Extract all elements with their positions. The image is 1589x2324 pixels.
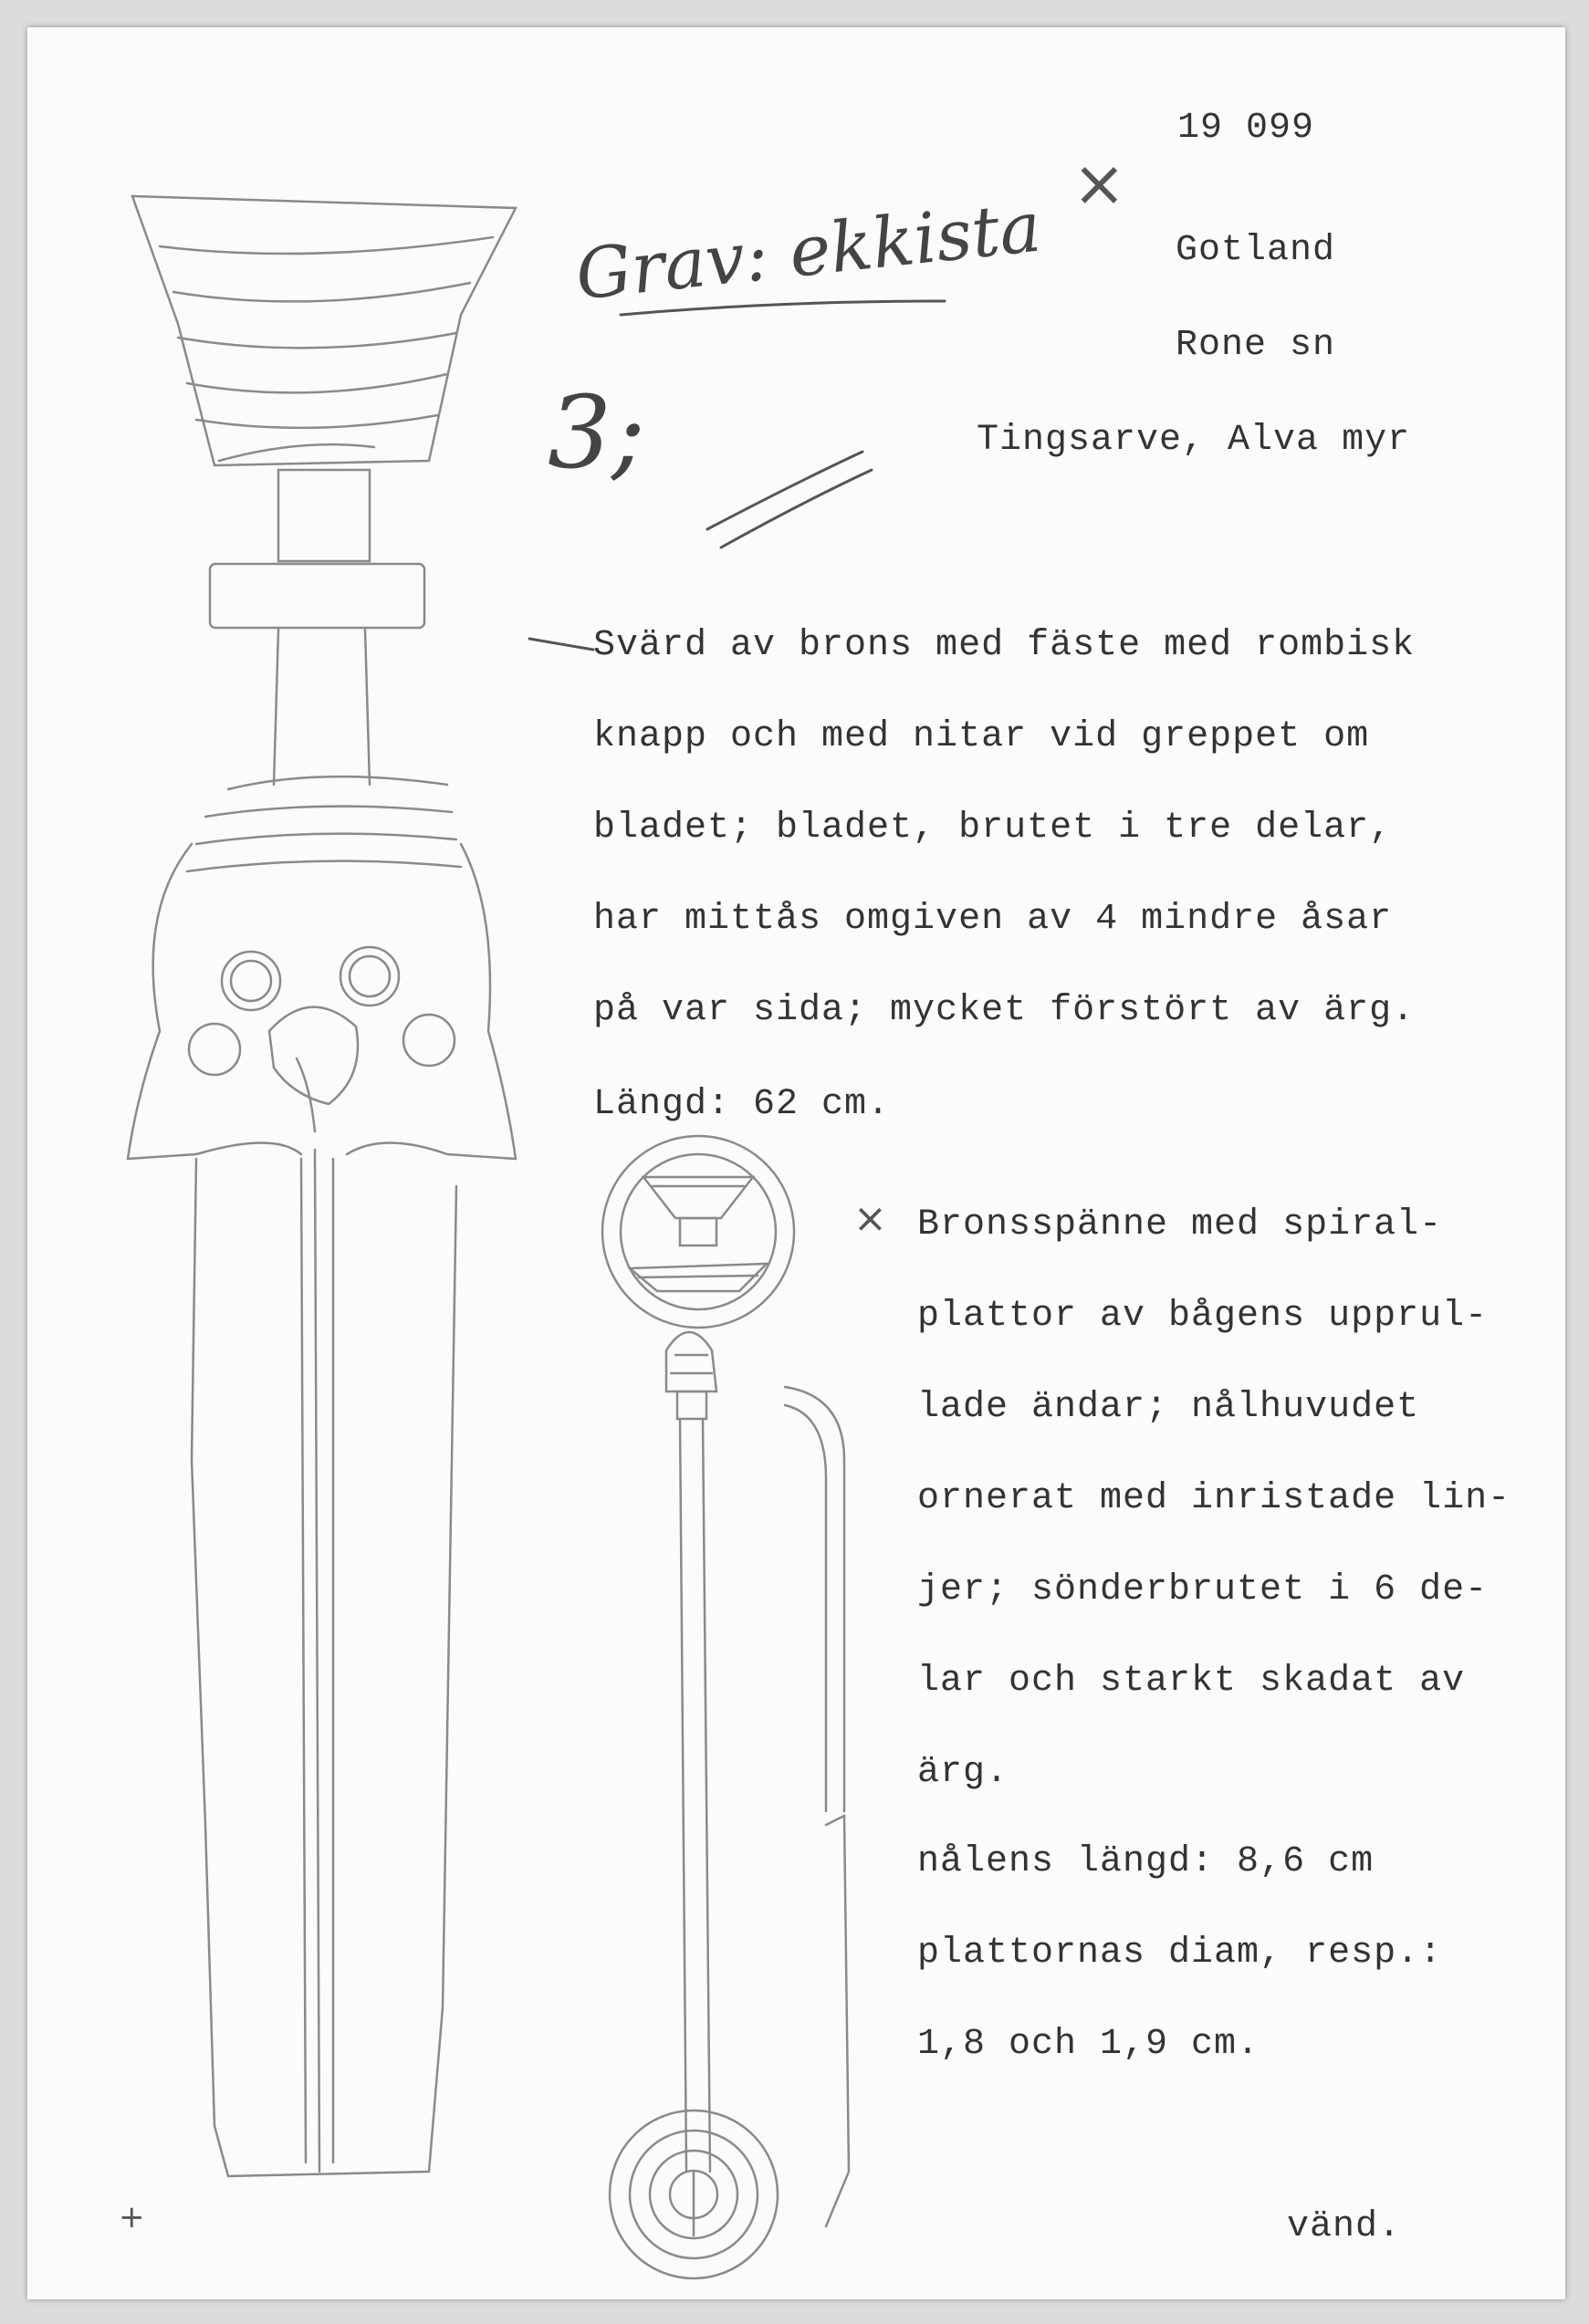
item1-line: bladet; bladet, brutet i tre delar, xyxy=(593,808,1393,849)
check-tick-1 xyxy=(529,639,593,650)
handwritten-number: 3; xyxy=(548,374,646,491)
turn-over-note: vänd. xyxy=(1287,2206,1402,2247)
item2-line: jer; sönderbrutet i 6 de- xyxy=(917,1569,1489,1610)
brooch-pin-sketch xyxy=(666,1332,716,2235)
sword-blade-sketch xyxy=(192,1150,456,2176)
province: Gotland xyxy=(1176,230,1336,271)
item2-line: Bronsspänne med spiral- xyxy=(917,1204,1443,1245)
handwritten-grave-note: Grav: ekkista xyxy=(571,185,1045,316)
item1-line: Längd: 62 cm. xyxy=(593,1084,891,1125)
strike-line-1 xyxy=(707,452,862,529)
sword-pommel-sketch xyxy=(132,196,516,465)
item2-line: 1,8 och 1,9 cm. xyxy=(917,2024,1260,2065)
strike-line-2 xyxy=(721,470,872,547)
item2-line: nålens längd: 8,6 cm xyxy=(917,1841,1375,1882)
plus-mark: + xyxy=(119,2199,145,2235)
item2-line: plattornas diam, resp.: xyxy=(917,1933,1443,1974)
site: Tingsarve, Alva myr xyxy=(977,420,1411,461)
parish: Rone sn xyxy=(1176,325,1336,366)
brooch-top-plate-sketch xyxy=(602,1136,794,1328)
item2-line: ornerat med inristade lin- xyxy=(917,1478,1511,1519)
sword-guard-sketch xyxy=(128,844,516,1159)
catalog-number: 19 099 xyxy=(1177,108,1315,149)
sword-grip-sketch xyxy=(187,470,461,871)
item2-line: lade ändar; nålhuvudet xyxy=(917,1387,1420,1428)
item2-line: ärg. xyxy=(917,1752,1009,1793)
item1-line: knapp och med nitar vid greppet om xyxy=(593,716,1370,757)
check-mark: × xyxy=(1072,146,1126,221)
item2-line: lar och starkt skadat av xyxy=(917,1661,1466,1702)
brooch-check-mark: × xyxy=(853,1195,887,1242)
item1-line: på var sida; mycket förstört av ärg. xyxy=(593,990,1416,1031)
item1-line: har mittås omgiven av 4 mindre åsar xyxy=(593,899,1393,940)
item1-line: Svärd av brons med fäste med rombisk xyxy=(593,625,1416,666)
brooch-bow-sketch xyxy=(785,1387,849,2226)
item2-line: plattor av bågens upprul- xyxy=(917,1296,1489,1337)
